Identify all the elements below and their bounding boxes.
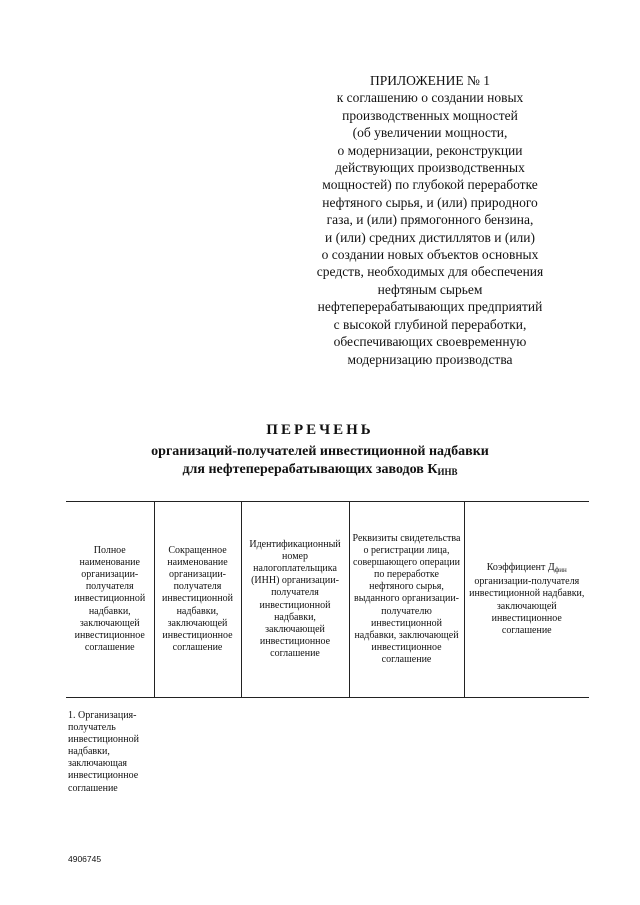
appendix-line: о создании новых объектов основных — [321, 247, 539, 263]
appendix-line: действующих производственных — [335, 160, 525, 176]
appendix-line: с высокой глубиной переработки, — [333, 316, 527, 332]
appendix-line: мощностей) по глубокой переработке — [322, 177, 538, 193]
table-cell — [154, 698, 241, 795]
appendix-line: модернизацию производства — [347, 351, 513, 367]
coef-suffix: организации-получателя инвестиционной надбавки, заключающей инвестиционное соглашение — [469, 576, 585, 636]
appendix-block — [285, 72, 575, 368]
appendix-line: нефтяного сырья, и (или) природного — [322, 194, 538, 210]
list-subtitle — [0, 443, 640, 481]
list-subtitle-line — [0, 461, 640, 481]
table-cell — [241, 698, 349, 795]
column-header-full-name: Полное наименование организации-получателя инвестиционной надбавки, заключающей инвестиционное соглашение — [66, 502, 154, 698]
list-title: ПЕРЕЧЕНЬ — [266, 422, 374, 438]
coef-subscript: фин — [554, 566, 567, 575]
list-subtitle-text: для нефтеперерабатывающих заводов К — [182, 462, 438, 477]
appendix-line: нефтеперерабатывающих предприятий — [317, 299, 543, 315]
list-subtitle-line: организаций-получателей инвестиционной надбавки — [151, 444, 489, 459]
column-header-inn: Идентификационный номер налогоплательщика (ИНН) организации-получателя инвестиционной надбавки, заключающей инвестиционное соглашение — [241, 502, 349, 698]
coef-prefix: Коэффициент Д — [486, 562, 555, 574]
appendix-line: и (или) средних дистиллятов и (или) — [324, 229, 536, 245]
appendix-line: газа, и (или) прямогонного бензина, — [326, 212, 534, 228]
list-subtitle-subscript: ИНВ — [437, 467, 458, 477]
table-row — [66, 698, 589, 795]
appendix-line: производственных мощностей — [342, 107, 518, 123]
table-header-row — [66, 502, 589, 698]
recipients-table — [66, 501, 589, 795]
appendix-line: о модернизации, реконструкции — [337, 142, 523, 158]
appendix-line: к соглашению о создании новых — [336, 90, 524, 106]
appendix-heading: ПРИЛОЖЕНИЕ № 1 — [369, 73, 491, 88]
appendix-line: (об увеличении мощности, — [352, 125, 508, 141]
document-number: 4906745 — [68, 854, 102, 864]
table-cell: 1. Организация-получатель инвестиционной надбавки, заключающая инвестиционное соглашение — [68, 710, 139, 794]
table-cell — [349, 698, 464, 795]
appendix-line: обеспечивающих своевременную — [333, 334, 527, 350]
column-header-registration: Реквизиты свидетельства о регистрации лица, совершающего операции по переработке нефтяного сырья, выданного организации-получателю инвестиционной надбавки, заключающей инвестиционное соглашение — [349, 502, 464, 698]
appendix-line: средств, необходимых для обеспечения — [316, 264, 544, 280]
column-header-coefficient — [464, 502, 589, 698]
appendix-line: нефтяным сырьем — [377, 281, 483, 297]
table-cell — [464, 698, 589, 795]
column-header-short-name: Сокращенное наименование организации-получателя инвестиционной надбавки, заключающей инвестиционное соглашение — [154, 502, 241, 698]
